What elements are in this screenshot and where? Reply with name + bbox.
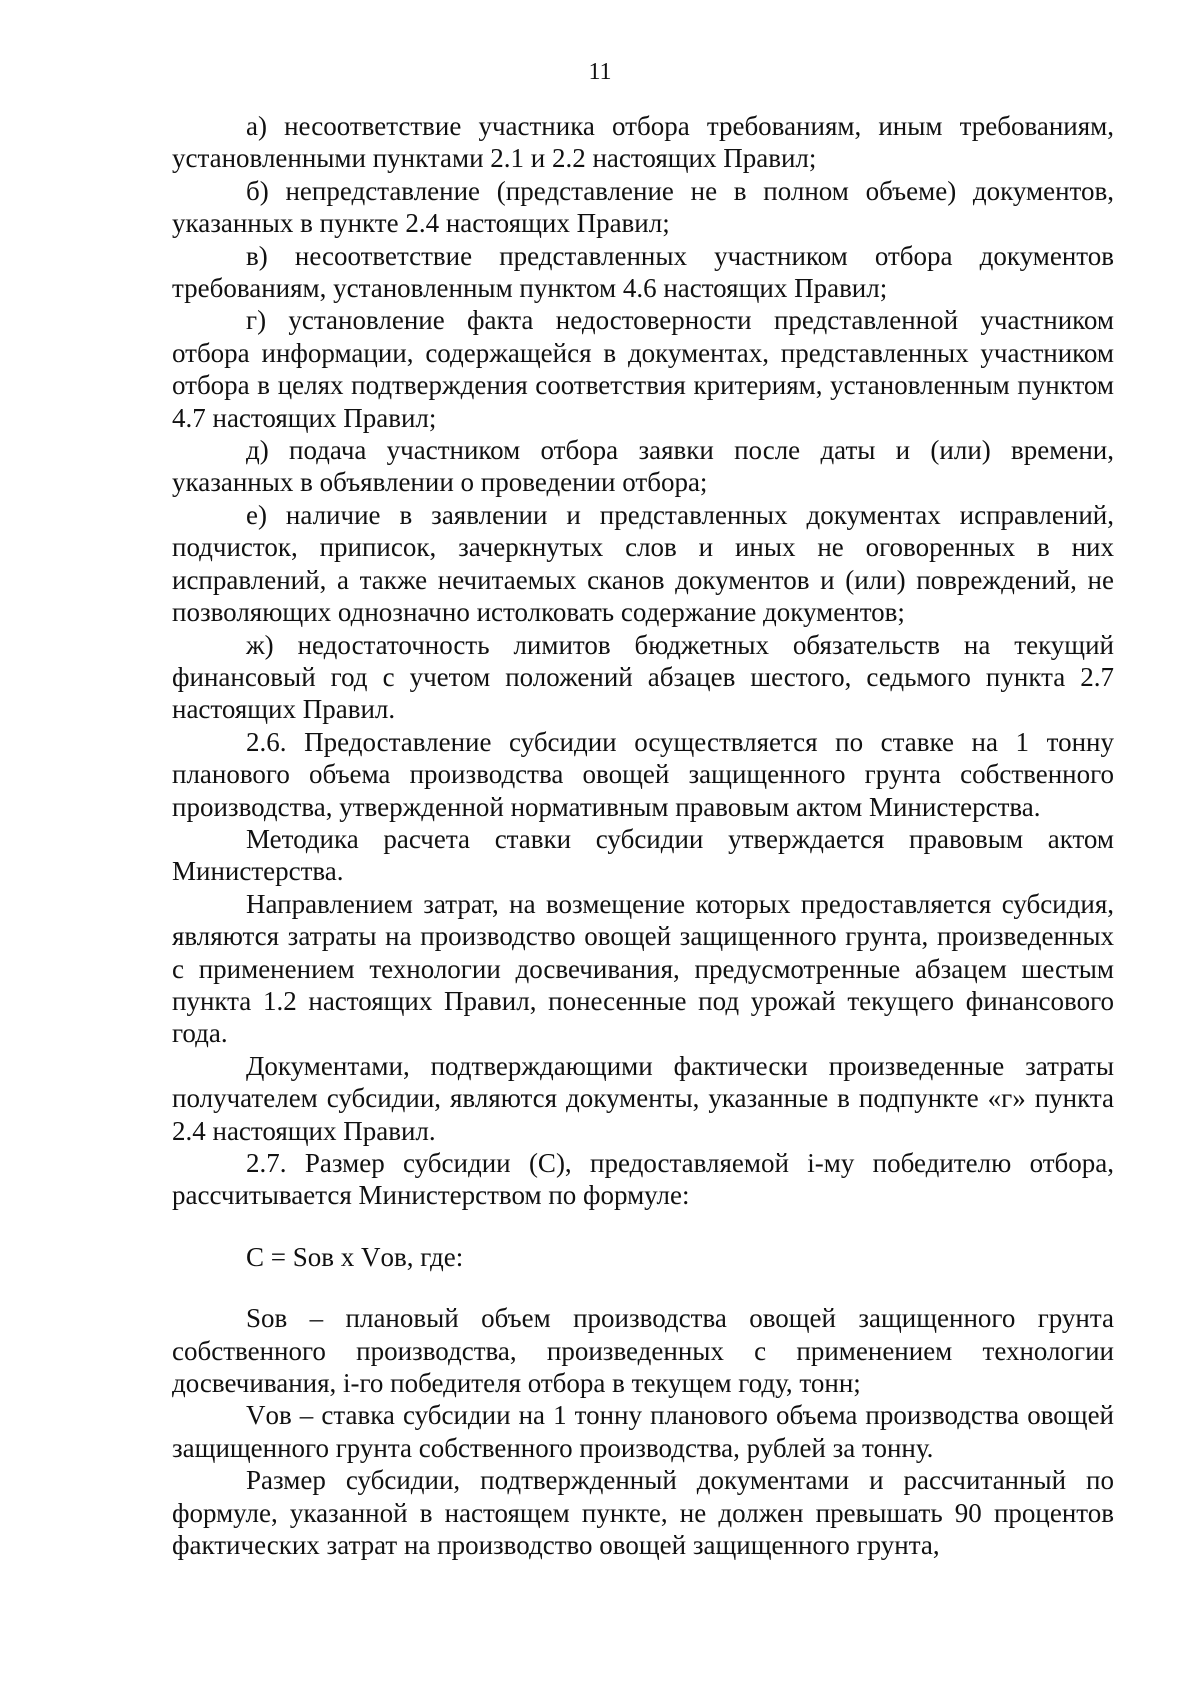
paragraph-subsidy-limit: Размер субсидии, подтвержденный документами и рассчитанный по формуле, указанной в настоящем пункте, не должен превышать 90 процентов фактических затрат на производство овощей защищенного грунта,: [172, 1465, 1114, 1561]
paragraph-cost-direction: Направлением затрат, на возмещение которых предоставляется субсидия, являются затраты на производство овощей защищенного грунта, произведенных с применением технологии досвечивания, предусмотренные абзацем шестым пункта 1.2 настоящих Правил, понесенные под урожай текущего финансового года.: [172, 888, 1114, 1049]
formula: С = Sов х Vов, где:: [246, 1241, 464, 1272]
paragraph-2-7: 2.7. Размер субсидии (С), предоставляемой i-му победителю отбора, рассчитывается Министерством по формуле:: [172, 1148, 1114, 1211]
page-number: 11: [588, 59, 612, 85]
paragraph-2-6: 2.6. Предоставление субсидии осуществляется по ставке на 1 тонну планового объема производства овощей защищенного грунта собственного производства, утвержденной нормативным правовым актом Министерства.: [172, 726, 1114, 822]
paragraph-item-d: д) подача участником отбора заявки после даты и (или) времени, указанных в объявлении о проведении отбора;: [172, 435, 1114, 498]
paragraph-sov-definition: Sов – плановый объем производства овощей защищенного грунта собственного производства, произведенных с применением технологии досвечивания, i-го победителя отбора в текущем году, тонн;: [172, 1303, 1114, 1399]
paragraph-documents: Документами, подтверждающими фактически произведенные затраты получателем субсидии, являются документы, указанные в подпункте «г» пункта 2.4 настоящих Правил.: [172, 1050, 1114, 1146]
paragraph-item-v: в) несоответствие представленных участником отбора документов требованиям, установленным пунктом 4.6 настоящих Правил;: [172, 240, 1114, 304]
paragraph-vov-definition: Vов – ставка субсидии на 1 тонну планового объема производства овощей защищенного грунта собственного производства, рублей за тонну.: [172, 1400, 1114, 1463]
paragraph-item-b: б) непредставление (представление не в полном объеме) документов, указанных в пункте 2.4 настоящих Правил;: [172, 175, 1114, 239]
paragraph-item-g: г) установление факта недостоверности представленной участником отбора информации, содержащейся в документах, представленных участником отбора в целях подтверждения соответствия критериям, установленным пунктом 4.7 настоящих Правил;: [172, 305, 1114, 433]
document-body: [172, 110, 1114, 1561]
paragraph-item-a: а) несоответствие участника отбора требованиям, иным требованиям, установленными пунктами 2.1 и 2.2 настоящих Правил;: [172, 111, 1114, 174]
paragraph-methodology: Методика расчета ставки субсидии утверждается правовым актом Министерства.: [172, 823, 1114, 887]
paragraph-item-e: е) наличие в заявлении и представленных документах исправлений, подчисток, приписок, зачеркнутых слов и иных не оговоренных в них исправлений, а также нечитаемых сканов документов и (или) повреждений, не позволяющих однозначно истолковать содержание документов;: [172, 499, 1114, 628]
paragraph-item-zh: ж) недостаточность лимитов бюджетных обязательств на текущий финансовый год с учетом положений абзацев шестого, седьмого пункта 2.7 настоящих Правил.: [172, 629, 1114, 725]
